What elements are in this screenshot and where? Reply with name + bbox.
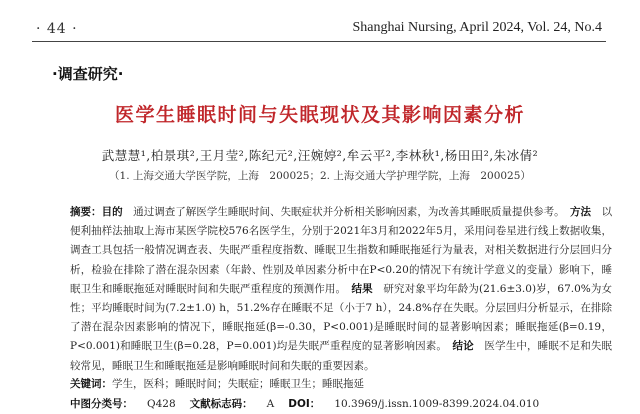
clc-label: 中图分类号：	[70, 398, 133, 410]
affiliations: （1. 上海交通大学医学院，上海 200025；2. 上海交通大学护理学院，上海 200025）	[109, 170, 531, 182]
keywords	[70, 376, 364, 391]
objective-text: 通过调查了解医学生睡眠时间、失眠症状并分析相关影响因素，为改善其睡眠质量提供参考。	[133, 206, 560, 218]
author-list: 武慧慧¹,柏景琪²,王月莹²,陈纪元²,汪婉婷²,牟云平²,李林秋¹,杨田田²,朱冰倩²	[101, 148, 539, 163]
conclusion-label: 结论	[452, 340, 474, 353]
doi-label: DOI：	[288, 398, 321, 410]
abstract-label: 摘要：	[70, 206, 102, 218]
article-title: 医学生睡眠时间与失眠现状及其影响因素分析	[114, 104, 525, 126]
keywords-label: 关键词：	[70, 378, 112, 390]
clc-value: Q428	[147, 398, 176, 410]
page-number: · 44 ·	[36, 21, 78, 37]
doc-code-label: 文献标志码：	[189, 398, 253, 410]
results-text: 研究对象平均年龄为(21.6±3.0)岁，67.0%为女性；平均睡眠时间为(7.2±1.0) h，51.2%存在睡眠不足（小于7 h），24.8%存在失眠。分层回归分析显示，在排除了潜在混杂因素影响的情况下，睡眠拖延(β=-0.30，P<0.001)是睡眠时间的显著影响因素；睡眠拖延(β=0.19，P<0.001)和睡眠卫生(β=0.28，P=0.001)均是失眠严重程度的显著影响因素。	[70, 282, 613, 353]
methods-text: 以便利抽样法抽取上海市某医学院校576名医学生，分别于2021年3月和2022年5月，采用问卷星进行线上数据收集，调查工具包括一般情况调查表、失眠严重程度指数、睡眠卫生指数和睡眠拖延行为量表，对相关数据进行分层回归分析，检验在排除了潜在混杂因素（年龄、性别及单因素分析中在P<0.20的情况下有统计学意义的变量）影响下，睡眠卫生和睡眠拖延对睡眠时间和失眠严重程度的预测作用。	[70, 206, 613, 295]
journal-reference: Shanghai Nursing, April 2024, Vol. 24, No.4	[352, 20, 602, 35]
results-label: 结果	[351, 282, 373, 295]
header-rule	[32, 41, 606, 42]
conclusion-text: 医学生中，睡眠不足和失眠较常见，睡眠卫生和睡眠拖延是影响睡眠时间和失眠的重要因素。	[70, 340, 613, 372]
abstract	[70, 203, 612, 376]
section-label: ·调查研究·	[52, 65, 124, 83]
doi-value[interactable]: 10.3969/j.issn.1009-8399.2024.04.010	[334, 398, 540, 410]
objective-label: 目的	[101, 206, 123, 218]
keywords-value: 学生，医科；睡眠时间；失眠症；睡眠卫生；睡眠拖延	[112, 378, 364, 390]
methods-label: 方法	[569, 206, 592, 218]
classification-line	[70, 396, 612, 411]
doc-code-value: A	[266, 398, 275, 410]
